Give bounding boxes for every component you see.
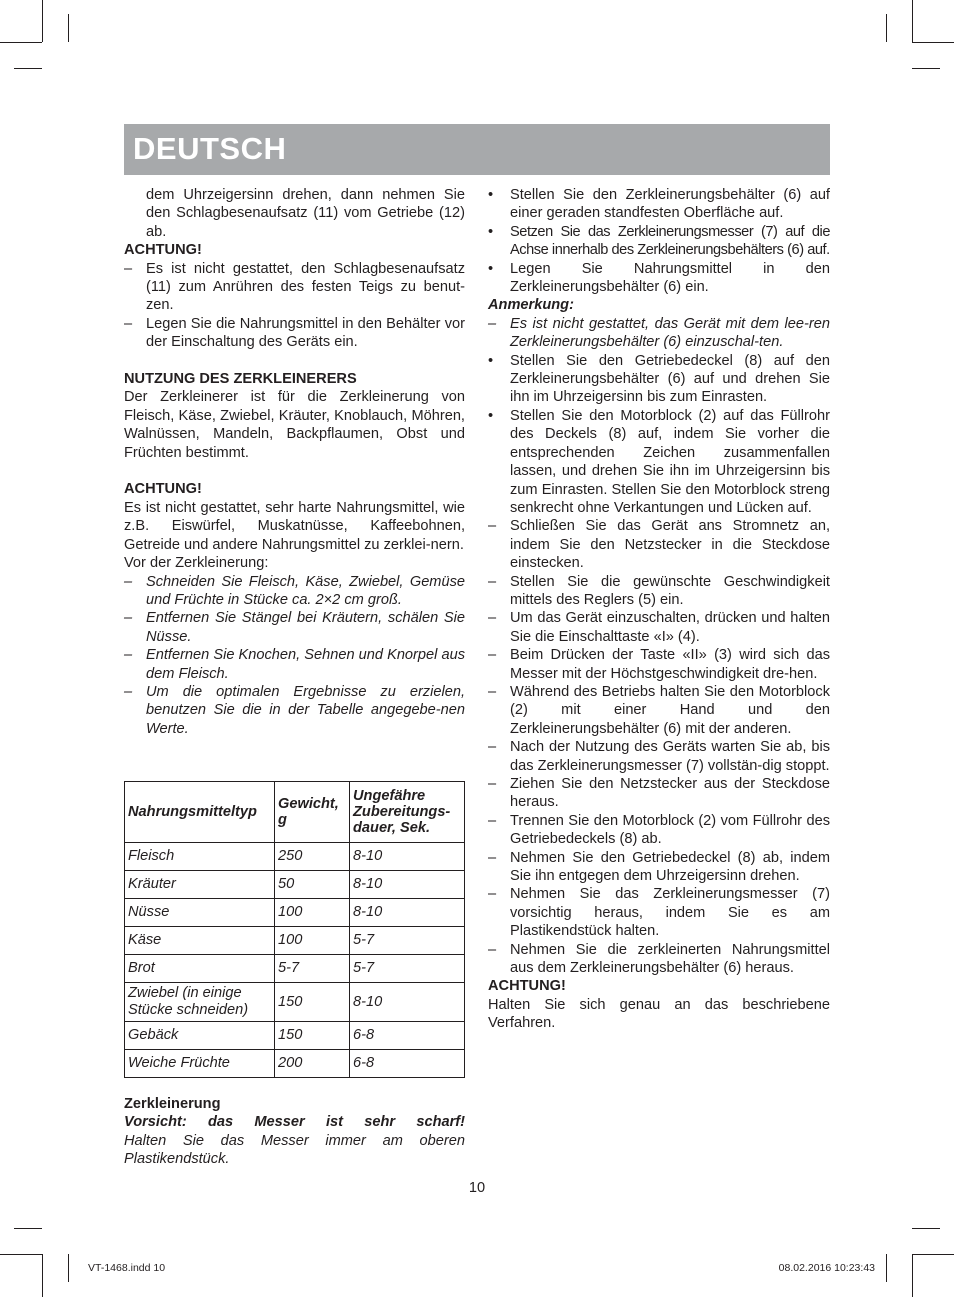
table-cell: 200 (275, 1050, 350, 1078)
table-cell: Fleisch (125, 843, 275, 871)
table-row (125, 1050, 465, 1078)
list-item: – Nehmen Sie die zerkleinerten Nahrungsmittel aus dem Zerkleinerungsbehälter (6) heraus. (488, 941, 830, 977)
list-item: – Entfernen Sie Stängel bei Kräutern, schälen Sie Nüsse. (124, 610, 465, 645)
section-text: Der Zerkleinerer ist für die Zerkleinerung von Fleisch, Käse, Zwiebel, Kräuter, Knoblauch, Möhren, Walnüssen, Mandeln, Backpflaumen, Obst und Früchten bestimmt. (124, 389, 465, 461)
list-item: – Ziehen Sie den Netzstecker aus der Steckdose heraus. (488, 776, 830, 811)
list-item: – Entfernen Sie Knochen, Sehnen und Knorpel aus dem Fleisch. (124, 647, 465, 682)
list-item: • Legen Sie Nahrungsmittel in den Zerkleinerungsbehälter (6) ein. (488, 260, 830, 296)
note-heading: Anmerkung: (488, 297, 574, 314)
table-cell: 100 (275, 927, 350, 955)
crop-mark (14, 68, 42, 69)
crop-mark (912, 42, 954, 43)
table-cell: 100 (275, 899, 350, 927)
cutting-section (124, 1095, 465, 1169)
table-cell: 8-10 (350, 871, 465, 899)
list-item: – Beim Drücken der Taste «II» (3) wird sich das Messer mit der Höchstgeschwindigkeit dre-hen. (488, 647, 830, 682)
table-row (125, 899, 465, 927)
warning-heading: ACHTUNG! (124, 242, 202, 259)
crop-mark (912, 1254, 954, 1255)
list-item: – Schneiden Sie Fleisch, Käse, Zwiebel, Gemüse und Früchte in Stücke ca. 2×2 cm groß. (124, 573, 465, 608)
list-item: – Um die optimalen Ergebnisse zu erzielen, benutzen Sie die in der Tabelle angegebe-nen Werte. (124, 683, 465, 737)
list-item: – Nehmen Sie den Getriebedeckel (8) ab, indem Sie ihn entgegen dem Uhrzeigersinn drehen. (488, 849, 830, 885)
list-item: – Nach der Nutzung des Geräts warten Sie ab, bis das Zerkleinerungsmesser (7) vollstän-dig stoppt. (488, 739, 830, 774)
left-column (124, 186, 465, 738)
table-cell: 8-10 (350, 899, 465, 927)
table-cell: 5-7 (350, 955, 465, 983)
caution-text: Vorsicht: das Messer ist sehr scharf! (124, 1114, 465, 1131)
table-cell: Kräuter (125, 871, 275, 899)
list-item: – Stellen Sie die gewünschte Geschwindigkeit mittels des Reglers (5) ein. (488, 573, 830, 608)
list-item: – Es ist nicht gestattet, das Gerät mit dem lee-ren Zerkleinerungsbehälter (6) einzuschal-ten. (488, 315, 830, 351)
table-row (125, 955, 465, 983)
crop-mark (912, 1254, 913, 1297)
crop-mark (14, 1228, 42, 1229)
table-row (125, 1022, 465, 1050)
crop-mark (42, 1254, 43, 1297)
crop-mark (0, 42, 42, 43)
table-cell: 8-10 (350, 983, 465, 1022)
warning-heading: ACHTUNG! (488, 978, 566, 995)
crop-mark (68, 14, 69, 42)
list-item: – Es ist nicht gestattet, den Schlagbesenaufsatz (11) zum Anrühren des festen Teigs zu benut-zen. (124, 260, 465, 314)
crop-mark (912, 1228, 940, 1229)
list-item: – Trennen Sie den Motorblock (2) vom Füllrohr des Getriebedeckels (8) ab. (488, 812, 830, 848)
table-cell: 5-7 (350, 927, 465, 955)
footer-file: VT-1468.indd 10 (88, 1262, 166, 1274)
right-column (488, 186, 830, 1033)
processing-table (124, 781, 465, 1078)
table-header: Nahrungsmitteltyp (125, 782, 275, 843)
table-header-row (125, 782, 465, 843)
crop-mark (912, 68, 940, 69)
list-item: – Legen Sie die Nahrungsmittel in den Behälter vor der Einschaltung des Geräts ein. (124, 315, 465, 351)
table-cell: Brot (125, 955, 275, 983)
intro-text: dem Uhrzeigersinn drehen, dann nehmen Sie den Schlagbesenaufsatz (11) vom Getriebe (12) ab. (146, 187, 465, 240)
table-cell: 50 (275, 871, 350, 899)
table-cell: Gebäck (125, 1022, 275, 1050)
crop-mark (886, 1254, 887, 1282)
table-row (125, 871, 465, 899)
section-heading: Zerkleinerung (124, 1096, 221, 1112)
table-cell: 5-7 (275, 955, 350, 983)
table-cell: Zwiebel (in einige Stücke schneiden) (125, 983, 275, 1022)
table-cell: 8-10 (350, 843, 465, 871)
page-number: 10 (468, 1180, 486, 1196)
language-header (124, 124, 830, 175)
warning-heading: ACHTUNG! (124, 481, 202, 498)
footer-date: 08.02.2016 10:23:43 (778, 1262, 875, 1274)
crop-mark (912, 0, 913, 42)
table-header: Gewicht, g (275, 782, 350, 843)
table-cell: 6-8 (350, 1022, 465, 1050)
crop-mark (42, 0, 43, 42)
table-cell: 6-8 (350, 1050, 465, 1078)
table-row (125, 983, 465, 1022)
table-cell: Nüsse (125, 899, 275, 927)
caution-detail: Halten Sie das Messer immer am oberen Plastikendstück. (124, 1132, 465, 1168)
table-cell: 250 (275, 843, 350, 871)
section-heading: NUTZUNG DES ZERKLEINERERS (124, 371, 357, 388)
list-item: • Stellen Sie den Getriebedeckel (8) auf den Zerkleinerungsbehälter (6) auf und drehen Sie ihn im Uhrzeigersinn bis zum Einrasten. (488, 352, 830, 406)
crop-mark (0, 1254, 42, 1255)
warning-text: Halten Sie sich genau an das beschriebene Verfahren. (488, 996, 830, 1032)
list-item: – Um das Gerät einzuschalten, drücken und halten Sie die Einschalttaste «I» (4). (488, 610, 830, 645)
table-cell: Käse (125, 927, 275, 955)
crop-mark (68, 1254, 69, 1282)
table-cell: 150 (275, 983, 350, 1022)
list-item: – Nehmen Sie das Zerkleinerungsmesser (7) vorsichtig heraus, indem Sie es am Plastikendstück halten. (488, 886, 830, 940)
list-item: • Stellen Sie den Zerkleinerungsbehälter (6) auf einer geraden standfesten Oberfläche auf. (488, 187, 830, 222)
table-row (125, 927, 465, 955)
prep-intro: Vor der Zerkleinerung: (124, 555, 269, 572)
header-title: DEUTSCH (133, 131, 287, 166)
list-item: • Stellen Sie den Motorblock (2) auf das Füllrohr des Deckels (8) auf, indem Sie vorher die entsprechenden Zeichen zusammenfallen lassen, und drehen Sie ihn im Uhrzeigersinn bis zum Einrasten. Stellen Sie den Motorblock streng senkrecht ohne Verkantungen und Lücken auf. (488, 407, 830, 516)
list-item: – Schließen Sie das Gerät ans Stromnetz an, indem Sie den Netzstecker in die Steckdose einstecken. (488, 518, 830, 572)
table-header: Ungefähre Zubereitungs-dauer, Sek. (350, 782, 465, 843)
table-cell: Weiche Früchte (125, 1050, 275, 1078)
crop-mark (886, 14, 887, 42)
table-row (125, 843, 465, 871)
list-item: – Während des Betriebs halten Sie den Motorblock (2) mit einer Hand und den Zerkleinerungsbehälter (6) mit der anderen. (488, 683, 830, 737)
warning-text: Es ist nicht gestattet, sehr harte Nahrungsmittel, wie z.B. Eiswürfel, Muskatnüsse, Kaffeebohnen, Getreide und andere Nahrungsmittel zu zerklei-nern. (124, 499, 465, 553)
table-cell: 150 (275, 1022, 350, 1050)
list-item: • Setzen Sie das Zerkleinerungsmesser (7) auf die Achse innerhalb des Zerkleinerungsbehälters (6) auf. (488, 223, 830, 259)
